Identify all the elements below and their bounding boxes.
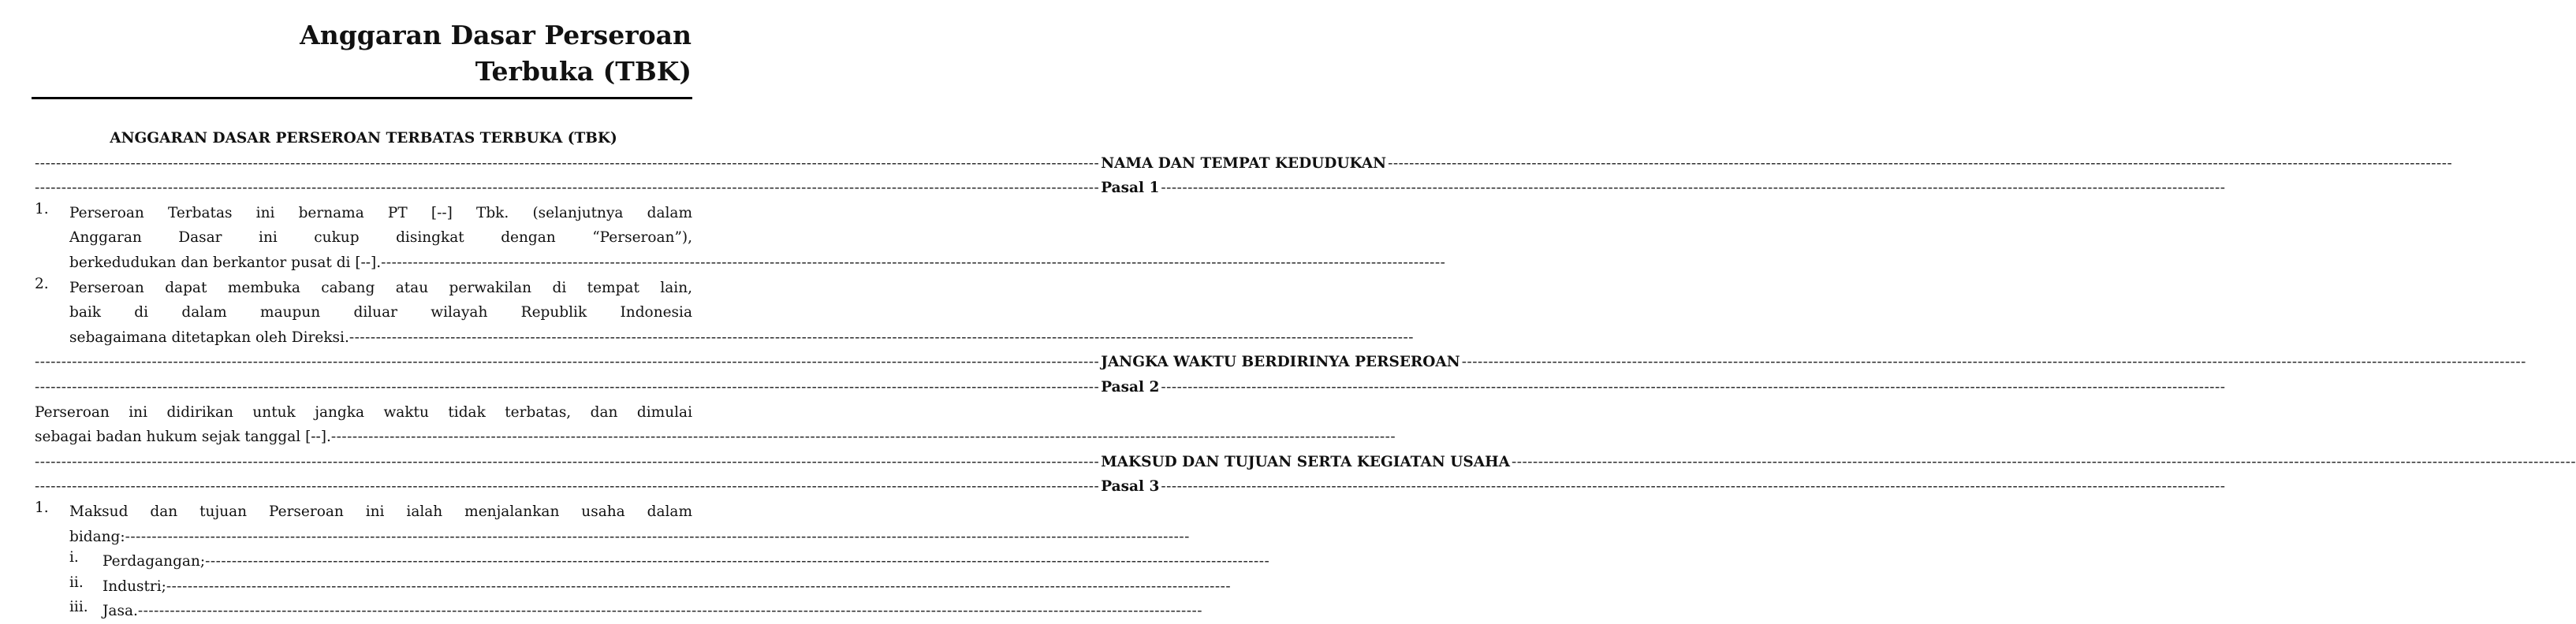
item-line bbox=[69, 325, 1415, 351]
sub-item-number: iii. bbox=[69, 599, 88, 616]
sub-item-text: Industri; bbox=[103, 578, 166, 595]
pasal-label: Pasal 1 bbox=[1101, 180, 1160, 197]
pasal-heading-2 bbox=[35, 375, 2226, 400]
item-line: Perseroan dapat membuka cabang atau perwakilan di tempat lain, bbox=[69, 279, 692, 296]
dash-leader: -------------------------------------------------------------------------------------------------------------------------------------------------------------------------------------------------------- bbox=[35, 478, 1100, 496]
paragraph-line-text: sebagai badan hukum sejak tanggal [--]. bbox=[35, 429, 331, 446]
dash-leader: -------------------------------------------------------------------------------------------------------------------------------------------------------------------------------------------------------- bbox=[35, 378, 1100, 396]
item-line bbox=[69, 525, 1190, 550]
dash-leader: -------------------------------------------------------------------------------------------------------------------------------------------------------------------------------------------------------- bbox=[1388, 154, 2453, 172]
document-title-line-1: Anggaran Dasar Perseroan bbox=[300, 20, 692, 50]
dash-leader: -------------------------------------------------------------------------------------------------------------------------------------------------------------------------------------------------------- bbox=[125, 528, 1190, 545]
item-number: 1. bbox=[35, 200, 49, 217]
dash-leader: -------------------------------------------------------------------------------------------------------------------------------------------------------------------------------------------------------- bbox=[205, 553, 1270, 570]
item-line: Maksud dan tujuan Perseroan ini ialah menjalankan usaha dalam bbox=[69, 503, 692, 520]
list-item bbox=[35, 499, 1270, 624]
dash-leader: -------------------------------------------------------------------------------------------------------------------------------------------------------------------------------------------------------- bbox=[35, 354, 1100, 371]
dash-leader: -------------------------------------------------------------------------------------------------------------------------------------------------------------------------------------------------------- bbox=[35, 453, 1100, 470]
section-heading-text: NAMA DAN TEMPAT KEDUDUKAN bbox=[1101, 154, 1387, 172]
document-title-line-2: Terbuka (TBK) bbox=[475, 56, 692, 87]
list-item bbox=[35, 275, 1415, 351]
dash-leader: -------------------------------------------------------------------------------------------------------------------------------------------------------------------------------------------------------- bbox=[1461, 354, 2526, 371]
dash-leader: -------------------------------------------------------------------------------------------------------------------------------------------------------------------------------------------------------- bbox=[349, 329, 1415, 346]
sub-item-line bbox=[103, 549, 1270, 574]
sub-list-item bbox=[35, 549, 1270, 574]
section-heading-3 bbox=[35, 450, 2576, 475]
pasal-heading-3 bbox=[35, 474, 2226, 500]
item-line-text: sebagaimana ditetapkan oleh Direksi. bbox=[69, 329, 349, 346]
item-line: Perseroan Terbatas ini bernama PT [--] Tbk. (selanjutnya dalam bbox=[69, 204, 692, 221]
sub-item-line bbox=[103, 574, 1232, 600]
item-line-text: berkedudukan dan berkantor pusat di [--]. bbox=[69, 254, 382, 271]
dash-leader: -------------------------------------------------------------------------------------------------------------------------------------------------------------------------------------------------------- bbox=[1161, 378, 2226, 396]
dash-leader: -------------------------------------------------------------------------------------------------------------------------------------------------------------------------------------------------------- bbox=[35, 180, 1100, 197]
document-body bbox=[35, 126, 2576, 624]
paragraph-line bbox=[35, 425, 1396, 450]
paragraph-line: Perseroan ini didirikan untuk jangka waktu tidak terbatas, dan dimulai bbox=[35, 403, 692, 421]
dash-leader: -------------------------------------------------------------------------------------------------------------------------------------------------------------------------------------------------------- bbox=[166, 578, 1232, 595]
pasal-label: Pasal 2 bbox=[1101, 378, 1160, 396]
item-line-text: bidang: bbox=[69, 528, 125, 545]
item-line: baik di dalam maupun diluar wilayah Republik Indonesia bbox=[69, 304, 692, 321]
section-heading-text: MAKSUD DAN TUJUAN SERTA KEGIATAN USAHA bbox=[1101, 453, 1510, 470]
dash-leader: -------------------------------------------------------------------------------------------------------------------------------------------------------------------------------------------------------- bbox=[35, 154, 1100, 172]
sub-list-item bbox=[35, 599, 1203, 624]
title-divider bbox=[32, 97, 692, 99]
item-number: 1. bbox=[35, 499, 49, 516]
item-number: 2. bbox=[35, 275, 49, 292]
section-heading-2 bbox=[35, 350, 2526, 375]
dash-leader: -------------------------------------------------------------------------------------------------------------------------------------------------------------------------------------------------------- bbox=[1161, 478, 2226, 496]
item-line bbox=[69, 251, 1446, 276]
dash-leader: -------------------------------------------------------------------------------------------------------------------------------------------------------------------------------------------------------- bbox=[330, 429, 1396, 446]
sub-item-line bbox=[103, 599, 1203, 624]
document-title bbox=[300, 17, 692, 90]
sub-item-number: i. bbox=[69, 549, 79, 566]
dash-leader: -------------------------------------------------------------------------------------------------------------------------------------------------------------------------------------------------------- bbox=[1161, 180, 2226, 197]
pasal-heading-1 bbox=[35, 176, 2226, 201]
dash-leader: -------------------------------------------------------------------------------------------------------------------------------------------------------------------------------------------------------- bbox=[1511, 453, 2576, 470]
pasal-label: Pasal 3 bbox=[1101, 478, 1160, 496]
list-item bbox=[35, 200, 1446, 276]
item-line: Anggaran Dasar ini cukup disingkat dengan “Perseroan”), bbox=[69, 229, 692, 247]
main-heading: ANGGARAN DASAR PERSEROAN TERBATAS TERBUKA (TBK) bbox=[110, 130, 617, 147]
dash-leader: -------------------------------------------------------------------------------------------------------------------------------------------------------------------------------------------------------- bbox=[381, 254, 1446, 271]
sub-list-item bbox=[35, 574, 1232, 600]
sub-item-number: ii. bbox=[69, 574, 84, 591]
dash-leader: -------------------------------------------------------------------------------------------------------------------------------------------------------------------------------------------------------- bbox=[137, 603, 1203, 620]
sub-item-text: Jasa. bbox=[103, 603, 138, 620]
section-heading-1 bbox=[35, 151, 2453, 176]
section-heading-text: JANGKA WAKTU BERDIRINYA PERSEROAN bbox=[1101, 354, 1460, 371]
sub-item-text: Perdagangan; bbox=[103, 553, 206, 570]
